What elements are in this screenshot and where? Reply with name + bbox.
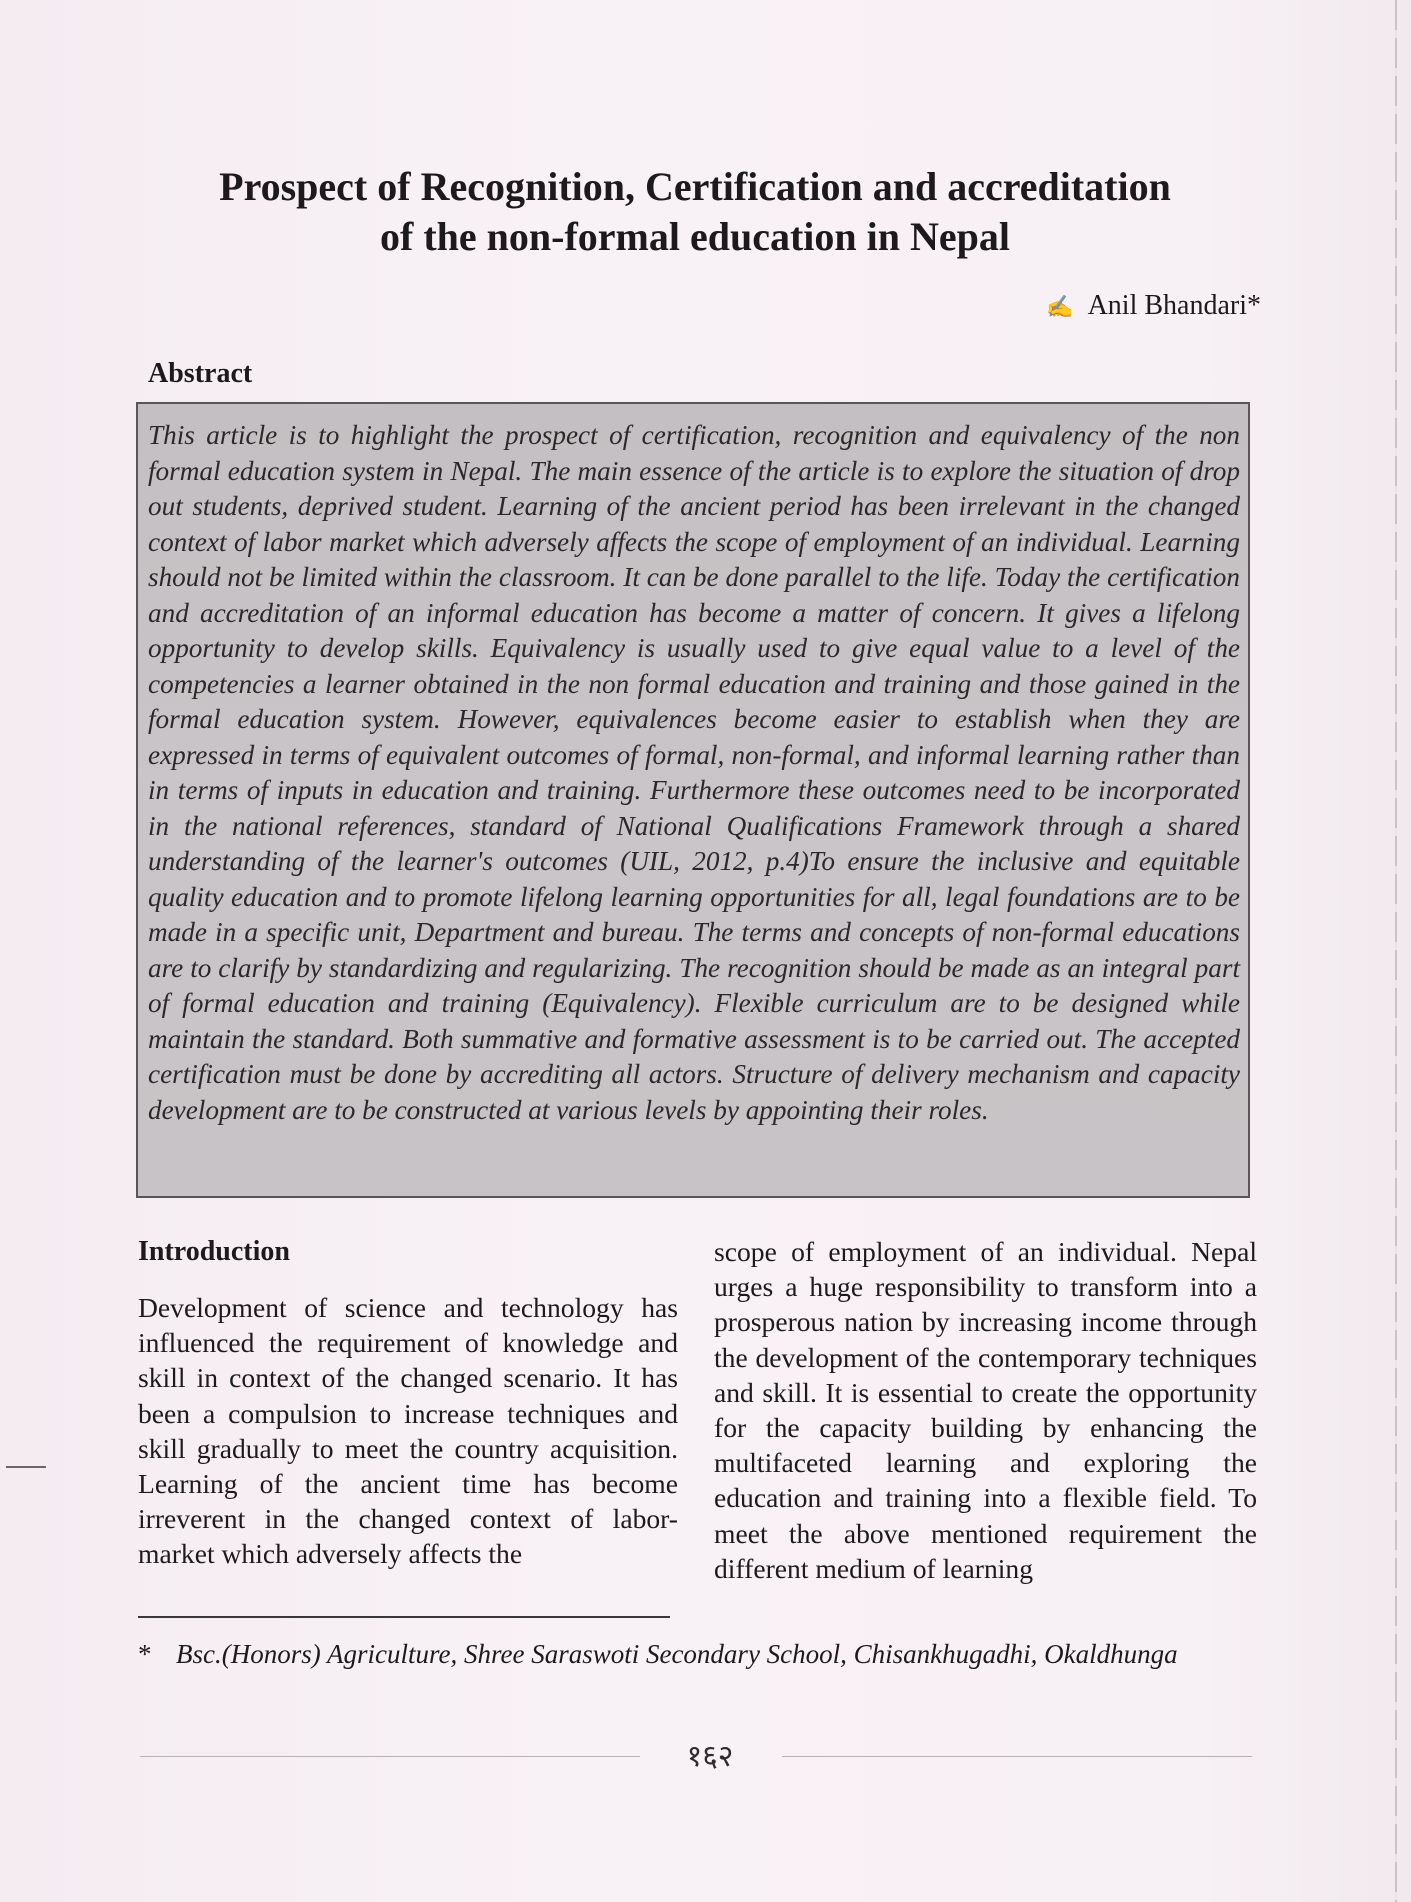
footer-rule-right — [782, 1756, 1252, 1757]
introduction-paragraph-right: scope of employment of an individual. Nepal urges a huge responsibility to transform into a prosperous nation by increasing income through the development of the contemporary techniques and skill. It is essential to create the opportunity for the capacity building by enhancing the multifaceted learning and exploring the education and training into a flexible field. To meet the above mentioned requirement the different medium of learning — [714, 1236, 1257, 1584]
pen-writing-icon: ✍ — [1046, 294, 1074, 319]
footer-rule-left — [140, 1756, 640, 1757]
article-title — [140, 162, 1250, 262]
footnote-text: Bsc.(Honors) Agriculture, Shree Saraswoti Secondary School, Chisankhugadhi, Okaldhunga — [176, 1639, 1178, 1669]
page-number: १६२ — [686, 1739, 734, 1774]
introduction-heading: Introduction — [138, 1236, 290, 1267]
margin-mark — [6, 1466, 46, 1468]
introduction-paragraph-left: Development of science and technology has influenced the requirement of knowledge and skill in context of the changed scenario. It has been a compulsion to increase techniques and skill gradually to meet the country acquisition. Learning of the ancient time has become irreverent in the changed context of labor-market which adversely affects the — [138, 1292, 678, 1570]
footnote-divider — [138, 1616, 670, 1618]
title-line-1: Prospect of Recognition, Certification and accreditation — [219, 164, 1171, 209]
body-column-left — [138, 1234, 678, 1572]
page-edge-shadow — [1395, 0, 1397, 1902]
abstract-heading: Abstract — [148, 358, 253, 389]
author-line — [1046, 290, 1261, 322]
author-name: Anil Bhandari* — [1087, 290, 1261, 321]
footnote-marker: * — [138, 1639, 152, 1669]
abstract-box — [136, 402, 1250, 1198]
title-line-2: of the non-formal education in Nepal — [380, 214, 1010, 259]
abstract-text: This article is to highlight the prospect of certification, recognition and equivalency of the non formal education system in Nepal. The main essence of the article is to explore the situation of drop out students, deprived student. Learning of the ancient period has been irrelevant in the changed context of labor market which adversely affects the scope of employment of an individual. Learning should not be limited within the classroom. It can be done parallel to the life. Today the certification and accreditation of an informal education has become a matter of concern. It gives a lifelong opportunity to develop skills. Equivalency is usually used to give equal value to a level of the competencies a learner obtained in the non formal education and training and those gained in the formal education system. However, equivalences become easier to establish when they are expressed in terms of equivalent outcomes of formal, non-formal, and informal learning rather than in terms of inputs in education and training. Furthermore these outcomes need to be incorporated in the national references, standard of National Qualifications Framework through a shared understanding of the learner's outcomes (UIL, 2012, p.4)To ensure the inclusive and equitable quality education and to promote lifelong learning opportunities for all, legal foundations are to be made in a specific unit, Department and bureau. The terms and concepts of non-formal educations are to clarify by standardizing and regularizing. The recognition should be made as an integral part of formal education and training (Equivalency). Flexible curriculum are to be designed while maintain the standard. Both summative and formative assessment is to be carried out. The accepted certification must be done by accrediting all actors. Structure of delivery mechanism and capacity development are to be constructed at various levels by appointing their roles. — [148, 420, 1240, 1125]
footnote — [138, 1636, 1258, 1672]
body-column-right — [714, 1234, 1257, 1586]
